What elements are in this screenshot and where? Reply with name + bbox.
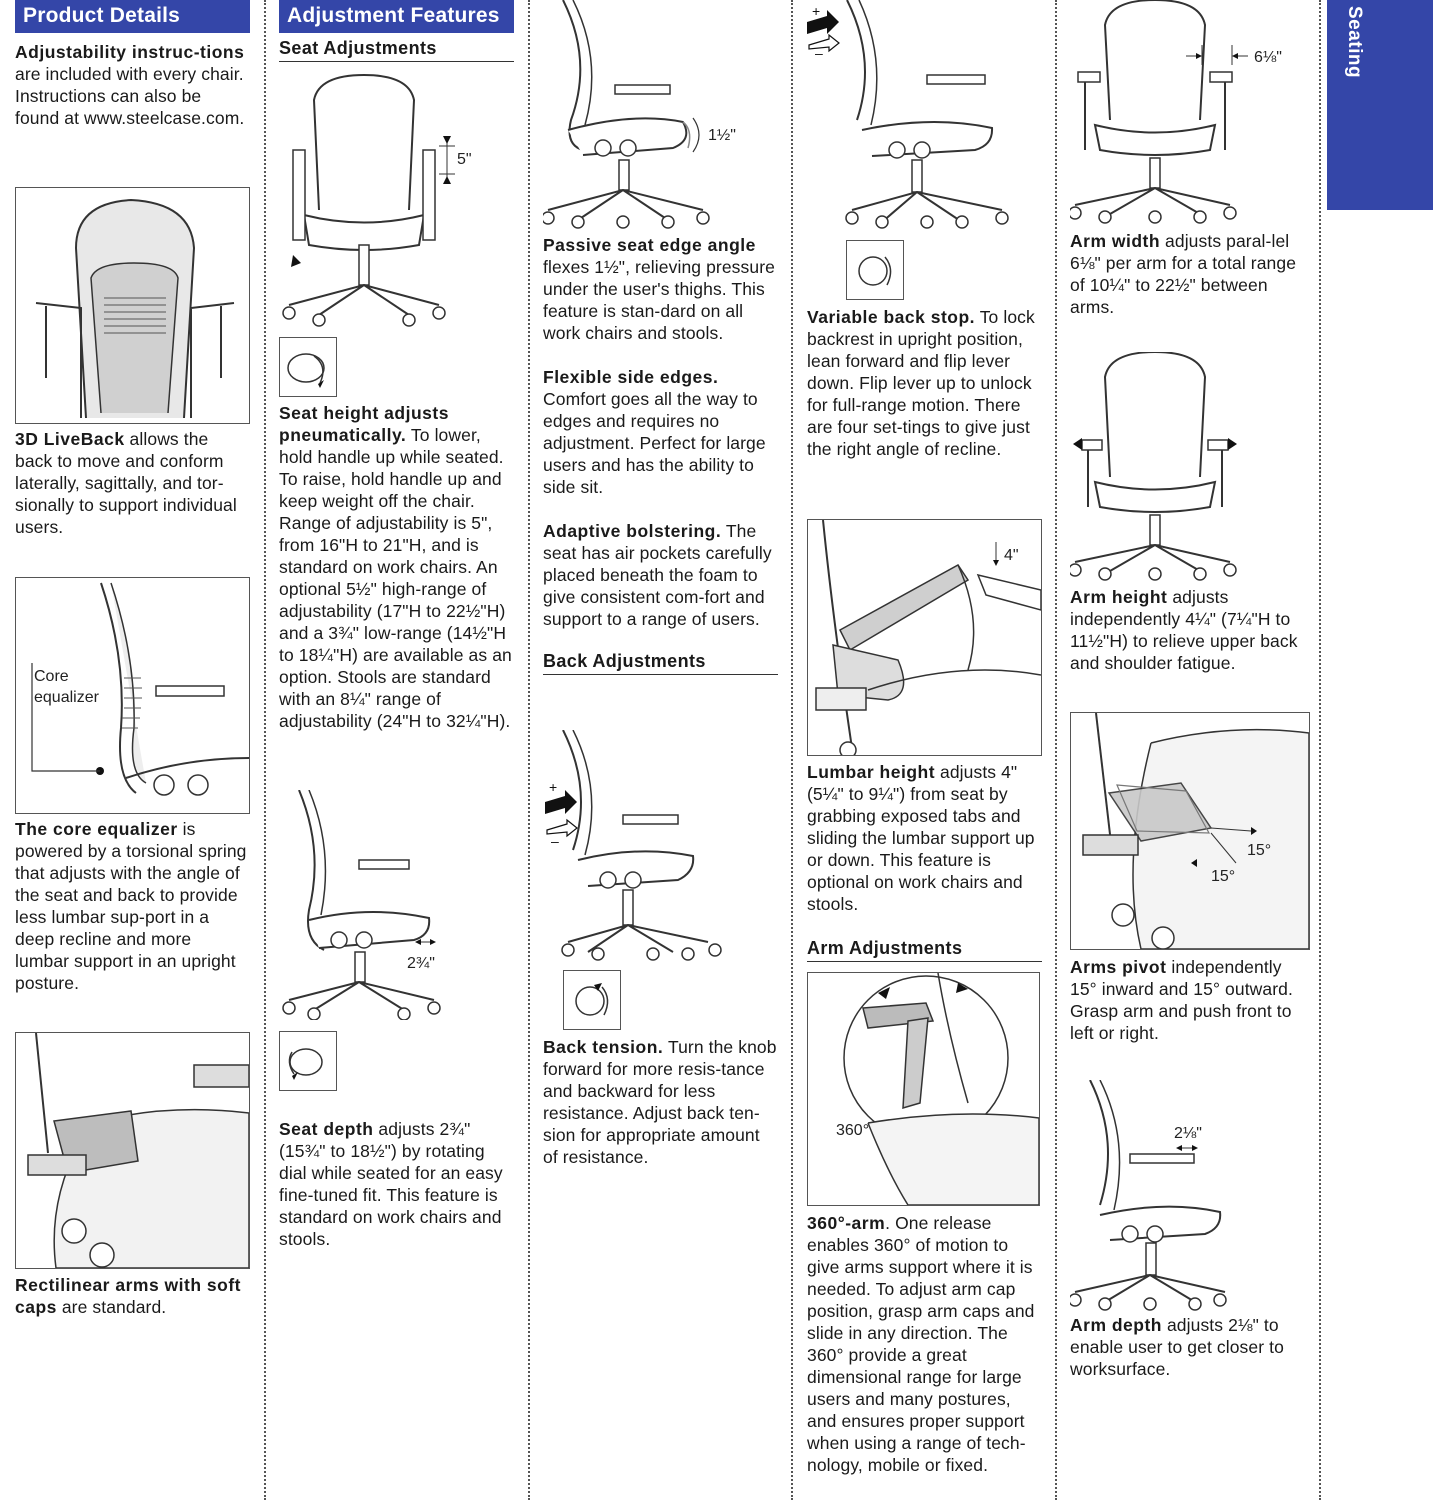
column-divider xyxy=(264,0,266,1500)
column-divider xyxy=(1319,0,1321,1500)
core-text: The core equalizer is powered by a torsional spring that adjusts with the angle of the seat and back to provide less lumbar sup-port in a deep recline and more lumbar support in an upright posture. xyxy=(15,819,247,993)
arm-pivot-dimension-a: 15° xyxy=(1247,842,1272,859)
seat-height-block xyxy=(279,402,514,732)
arms-block xyxy=(15,1274,250,1318)
seating-tab-label: Seating xyxy=(1344,6,1365,79)
core-block xyxy=(15,818,250,994)
knob-icon xyxy=(280,1032,336,1090)
knob-icon xyxy=(280,338,336,396)
knob-icon xyxy=(847,241,903,299)
svg-text:+: + xyxy=(549,779,558,795)
arm-width-text: Arm width adjusts paral-lel 6⅛" per arm for a total range of 10¼" to 22½" between arms. xyxy=(1070,231,1297,317)
instructions-text: Adjustability instruc-tions are included with every chair. Instructions can also be found at www.steelcase.com. xyxy=(15,42,245,128)
arm-height-block xyxy=(1070,586,1310,674)
chair-arm-icon xyxy=(808,973,1039,1205)
seat-depth-block xyxy=(279,1118,514,1250)
arm-width-dimension: 6⅛" xyxy=(1254,49,1282,66)
arm-adjustments-subheader: Arm Adjustments xyxy=(807,937,1042,962)
column-divider xyxy=(791,0,793,1500)
back-adjustments-subheader: Back Adjustments xyxy=(543,650,778,675)
column-divider xyxy=(528,0,530,1500)
seat-height-dimension: 5" xyxy=(457,151,472,168)
chair-side-icon xyxy=(808,520,1041,755)
seat-depth-figure xyxy=(279,790,514,1020)
back-stop-text: Variable back stop. To lock backrest in upright position, lean forward and flip lever down. Flip lever up to unlock for full-range motion. There are four set-tings to give just the right angle of recline. xyxy=(807,307,1035,459)
column-divider xyxy=(1055,0,1057,1500)
arm-depth-figure xyxy=(1070,1080,1310,1312)
chair-front-icon xyxy=(1070,352,1310,582)
back-tension-block xyxy=(543,1036,778,1168)
arm-pivot-dimension-b: 15° xyxy=(1211,868,1236,885)
chair-side-icon xyxy=(279,790,514,1020)
seat-edge-dimension: 1½" xyxy=(708,127,736,144)
back-stop-figure xyxy=(807,0,1042,232)
chair-back-icon xyxy=(16,188,249,423)
svg-text:–: – xyxy=(815,45,823,61)
arm360-block xyxy=(807,1212,1042,1476)
arm360-text: 360°-arm. One release enables 360° of motion to give arms support where it is needed. To adjust arm cap position, grasp arm caps and slide in any direction. The 360° provide a great dimensional range for large users and many postures, and ensures proper support when using a range of tech-nology, mobile or fixed. xyxy=(807,1213,1035,1475)
back-tension-figure xyxy=(543,730,778,962)
svg-text:–: – xyxy=(551,833,559,849)
arms-figure xyxy=(15,1032,250,1269)
chair-arm-icon xyxy=(16,1033,249,1268)
liveback-figure xyxy=(15,187,250,424)
liveback-text: 3D LiveBack allows the back to move and conform laterally, sagittally, and tor-sionally to support individual users. xyxy=(15,429,237,537)
seat-depth-dimension: 2¾" xyxy=(407,955,435,972)
seat-adjustments-subheader: Seat Adjustments xyxy=(279,37,514,62)
lumbar-text: Lumbar height adjusts 4" (5¼" to 9¼") from seat by grabbing exposed tabs and sliding the lumbar support up or down. This feature is optional on work chairs and stools. xyxy=(807,762,1035,914)
arm360-dimension: 360° xyxy=(836,1122,870,1139)
arm-depth-dimension: 2⅛" xyxy=(1174,1125,1202,1142)
back-stop-lever-figure xyxy=(846,240,904,300)
seat-height-figure xyxy=(279,70,514,330)
arm-height-text: Arm height adjusts independently 4¼" (7¼"H to 11½"H) to relieve upper back and shoulder fatigue. xyxy=(1070,587,1298,673)
passive-seat-text: Passive seat edge angle flexes 1½", relieving pressure under the user's thighs. This feature is stan-dard on all work chairs and stools. xyxy=(543,235,775,343)
back-tension-text: Back tension. Turn the knob forward for more resis-tance and backward for less resistance. Adjust back ten-sion for appropriate amount of resistance. xyxy=(543,1037,777,1167)
passive-seat-block xyxy=(543,234,778,675)
arm-pivot-figure xyxy=(1070,712,1310,950)
chair-side-icon xyxy=(807,0,1042,232)
chair-arm-icon xyxy=(1071,713,1309,949)
product-details-header: Product Details xyxy=(15,0,250,33)
back-stop-block xyxy=(807,306,1042,460)
seating-tab xyxy=(1327,0,1433,210)
arm-pivot-text: Arms pivot independently 15° inward and 15° outward. Grasp arm and push front to left or right. xyxy=(1070,957,1293,1043)
chair-side-icon xyxy=(1070,1080,1310,1312)
liveback-block xyxy=(15,428,250,538)
arm-pivot-block xyxy=(1070,956,1310,1044)
column-product-details xyxy=(15,0,250,129)
adaptive-bolstering-text: Adaptive bolstering. The seat has air pockets carefully placed beneath the foam to give consistent com-fort and support to a range of users. xyxy=(543,521,772,629)
chair-side-icon xyxy=(543,730,778,962)
lumbar-figure xyxy=(807,519,1042,756)
arm-depth-block xyxy=(1070,1314,1310,1380)
core-equalizer-label: Core equalizer xyxy=(34,668,99,706)
adjustment-features-header: Adjustment Features xyxy=(279,0,514,33)
chair-front-icon xyxy=(1070,0,1310,226)
arms-text: Rectilinear arms with soft caps are standard. xyxy=(15,1275,241,1317)
arm-depth-text: Arm depth adjusts 2⅛" to enable user to get closer to worksurface. xyxy=(1070,1315,1284,1379)
column-seat xyxy=(279,0,514,62)
chair-side-icon xyxy=(543,0,778,230)
seat-height-lever-figure xyxy=(279,337,337,397)
svg-text:+: + xyxy=(812,3,821,19)
arm-width-block xyxy=(1070,230,1310,318)
lumbar-block xyxy=(807,761,1042,962)
seat-edge-figure xyxy=(543,0,778,230)
core-equalizer-figure xyxy=(15,577,250,814)
seat-height-text: Seat height adjusts pneumatically. To lower, hold handle up while seated. To raise, hold handle up and keep weight off the chair. Range of adjustability is 5", from 16"H to 21"H, and is standard on work chairs. An optional 5½" high-range of adjustability (17"H to 22½"H) and a 3¾" low-range (14½"H to 18¼"H) are available as an option. Stools are standard with an 8¼" range of adjustability (24"H to 32¼"H). xyxy=(279,403,512,731)
seat-depth-text: Seat depth adjusts 2¾" (15¾" to 18½") by rotating dial while seated for an easy fine-tuned fit. This feature is standard on work chairs and stools. xyxy=(279,1119,503,1249)
flexible-edges-text: Flexible side edges. Comfort goes all the way to edges and requires no adjustment. Perfect for large users and has the ability to side sit. xyxy=(543,367,766,497)
arm360-figure xyxy=(807,972,1040,1206)
seat-depth-dial-figure xyxy=(279,1031,337,1091)
chair-front-icon xyxy=(279,70,514,330)
arm-height-figure xyxy=(1070,352,1310,582)
arm-width-figure xyxy=(1070,0,1310,226)
back-tension-knob-figure xyxy=(563,970,621,1030)
knob-icon xyxy=(564,971,620,1029)
lumbar-dimension: 4" xyxy=(1004,547,1019,564)
